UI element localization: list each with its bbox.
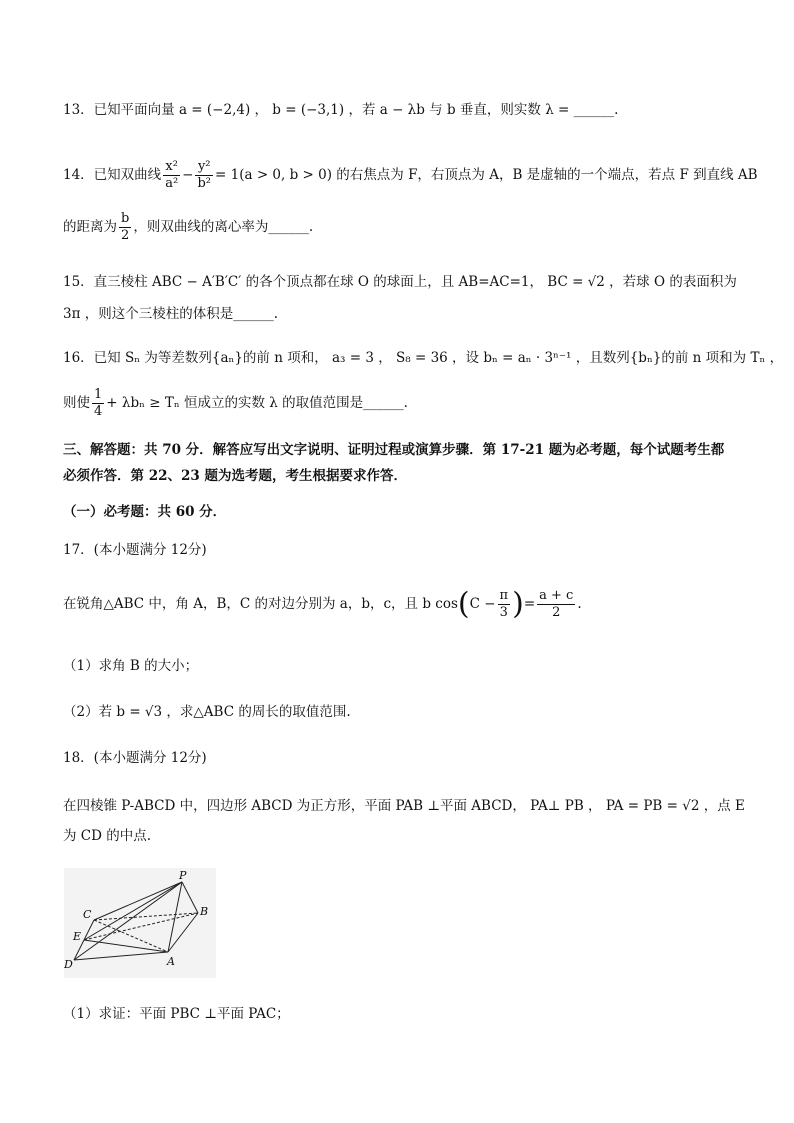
question-18-header: 18．(本小题满分 12分) [63,750,207,766]
label-B: B [200,905,209,918]
question-13-text: 13．已知平面向量 a = (−2,4) ， b = (−3,1) ，若 a − λb 与 b 垂直，则实数 λ = ______. [63,102,619,118]
label-A: A [167,955,175,968]
question-17-part-1: （1）求角 B 的大小； [63,658,199,674]
question-17-stem: 在锐角△ABC 中，角 A，B，C 的对边分别为 a，b，c，且 b cos(C − $\frac{\pi}{3}$ )= $\frac{a + c}{2}$ . [63,586,582,622]
edge-DA [74,952,168,960]
fraction-x2-a2: $\frac{\text{x²}}{\text{a²}}$ [165,159,179,191]
question-16-line-2: 则使 $\frac{1}{4}$ + λbₙ ≥ Tₙ 恒成立的实数 λ 的取值范围是______. [63,387,408,419]
edge-PB [182,882,198,913]
fraction-y2-b2: $\frac{\text{y²}}{\text{b²}}$ [197,159,212,191]
section-3-line-1: 三、解答题：共 70 分．解答应写出文字说明、证明过程或演算步骤．第 17-21 题为必考题，每个试题考生都 [63,442,725,458]
question-15-line-2: 3π ，则这个三棱柱的体积是______. [63,306,279,322]
question-13 [63,100,618,120]
right-paren: ) [512,586,524,622]
question-18-part-1: （1）求证：平面 PBC ⊥平面 PAC； [63,1006,290,1022]
edge-PA [168,882,182,952]
fraction-b-2: $\frac{b}{2}$ [121,211,130,243]
label-D: D [64,958,73,971]
label-P: P [179,869,187,882]
question-17-part-2: （2）若 b = √3 ，求△ABC 的周长的取值范围. [63,704,351,720]
question-14-condition: = 1(a > 0, b > 0) 的右焦点为 F，右顶点为 A，B 是虚轴的一个端点，若点 F 到直线 AB [215,167,758,183]
edge-PD [74,882,182,960]
question-18-stem-1: 在四棱锥 P-ABCD 中，四边形 ABCD 为正方形，平面 PAB ⊥平面 ABCD， PA⊥ PB ， PA = PB = √2 ，点 E [63,798,745,814]
question-14-line-2: 的距离为 $\frac{b}{2}$ ，则双曲线的离心率为______. [63,211,314,243]
fraction-pi-3: $\frac{\pi}{3}$ [499,588,509,620]
pyramid-diagram [64,868,216,978]
fraction-1-4: $\frac{1}{4}$ [94,387,103,419]
edge-PE [84,882,182,940]
question-15-line-1: 15．直三棱柱 ABC − A′B′C′ 的各个顶点都在球 O 的球面上，且 AB=AC=1， BC = √2 ，若球 O 的表面积为 [63,274,737,290]
question-14-intro: 14．已知双曲线 [63,167,162,183]
part-1-heading: （一）必考题：共 60 分． [63,504,227,520]
label-C: C [83,908,92,921]
fraction-a-plus-c-2: $\frac{a + c}{2}$ [539,588,574,620]
question-17-header: 17．(本小题满分 12分) [63,542,207,558]
pyramid-figure [64,868,216,978]
question-16-line-1: 16．已知 Sₙ 为等差数列{aₙ}的前 n 项和， a₃ = 3 ， S₈ = 36 ，设 bₙ = aₙ · 3ⁿ⁻¹ ，且数列{bₙ}的前 n 项和为 Tₙ ， [63,350,784,366]
question-14-line-1: 14．已知双曲线 $\frac{\text{x²}}{\text{a²}}$ − $\frac{\text{y²}}{\text{b²}}$ = 1(a > 0, b > 0) 的右焦点为 F，右顶点为 A，B 是虚轴的一个端点，若点 F 到直线 AB [63,159,758,191]
label-E: E [73,930,82,943]
section-3-line-2: 必须作答．第 22、23 题为选考题，考生根据要求作答． [63,468,407,484]
question-18-stem-2: 为 CD 的中点. [63,828,152,844]
left-paren: ( [457,586,470,622]
edge-EA [84,940,168,952]
